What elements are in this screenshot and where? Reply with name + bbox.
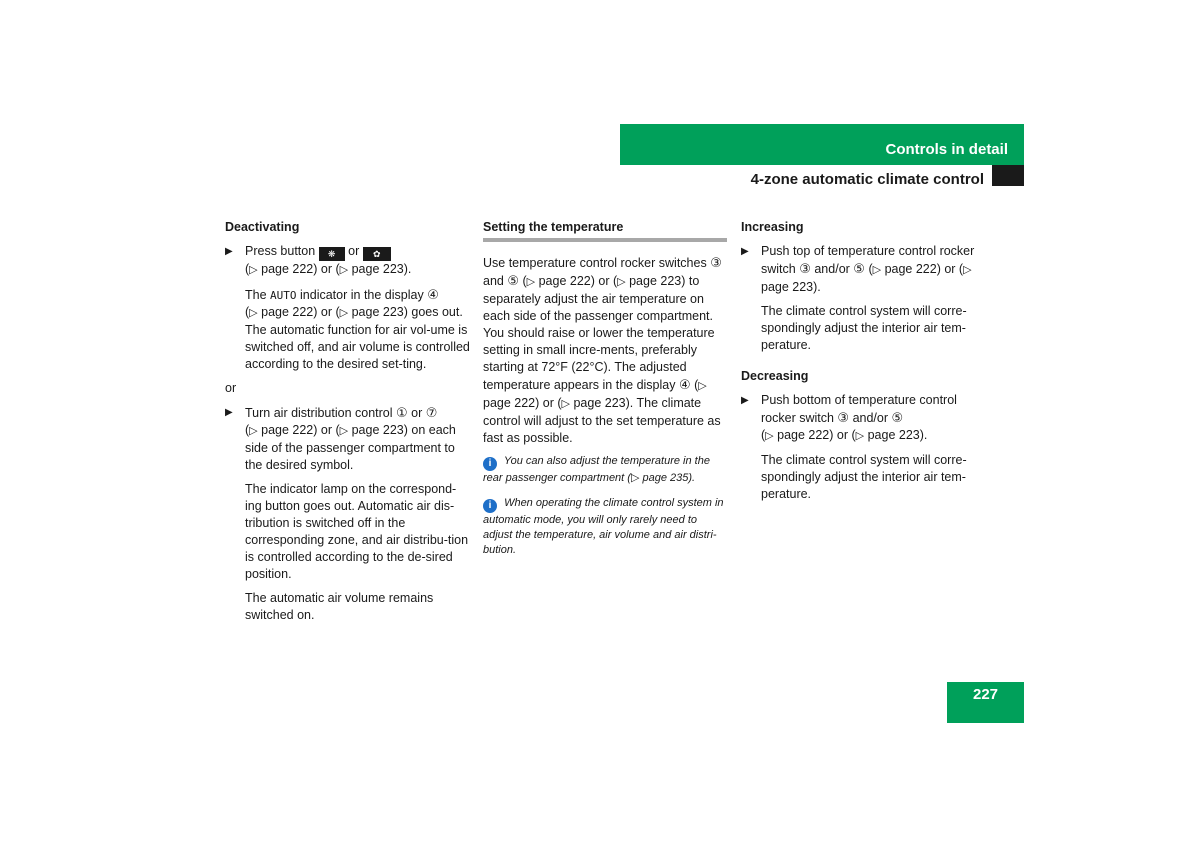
ref-arrow-icon: ▷ [249, 425, 258, 437]
ref-arrow-icon: ▷ [963, 264, 972, 276]
bullet-arrow-icon: ▶ [225, 407, 233, 418]
note-automatic-mode: i When operating the climate control system in automatic mode, you will only rarely need to adjust the temperature, air volume and air distri-bution. [483, 497, 724, 556]
bullet-arrow-icon: ▶ [741, 395, 749, 406]
heading-deactivating: Deactivating [225, 220, 300, 234]
callout-4: ④ [427, 287, 439, 302]
callout-4: ④ [678, 377, 691, 392]
callout-7: ⑦ [425, 405, 438, 420]
column-deactivating [225, 219, 470, 631]
ref-arrow-icon: ▷ [249, 307, 258, 319]
fan-small-icon: ❋ [319, 247, 345, 261]
callout-5: ⑤ [853, 261, 865, 276]
callout-5: ⑤ [891, 410, 904, 425]
section-title: 4-zone automatic climate control [750, 171, 984, 188]
bullet-arrow-icon: ▶ [741, 246, 749, 257]
ref-arrow-icon: ▷ [339, 425, 349, 437]
callout-3: ③ [710, 255, 722, 270]
paragraph-auto-off: The AUTO indicator in the display ④ (▷ page 222) or (▷ page 223) goes out. The automatic function for air vol-ume is switched off, and air volume is controlled according to the desired set-ting. [245, 287, 470, 371]
callout-3: ③ [799, 261, 811, 276]
column-increase-decrease [741, 219, 986, 510]
paragraph-indicator-lamp: The indicator lamp on the correspond-ing button goes out. Automatic air dis-tribution is switched off in the corresponding zone, and air distribu-tion is controlled according to the de-sired position. [245, 482, 469, 581]
ref-arrow-icon: ▷ [872, 264, 882, 276]
chapter-title: Controls in detail [885, 141, 1008, 158]
ref-arrow-icon: ▷ [855, 430, 865, 442]
ref-arrow-icon: ▷ [617, 276, 626, 288]
paragraph-increase-result: The climate control system will corre-spondingly adjust the interior air tem-perature. [761, 304, 967, 352]
callout-3: ③ [837, 410, 850, 425]
heading-setting-temperature: Setting the temperature [483, 219, 727, 242]
bullet-arrow-icon: ▶ [225, 246, 233, 257]
ref-arrow-icon: ▷ [561, 398, 570, 410]
page-number: 227 [972, 686, 999, 703]
column-setting-temperature [483, 219, 727, 568]
note-rear-compartment: i You can also adjust the temperature in the rear passenger compartment (▷ page 235). [483, 455, 710, 484]
heading-decreasing: Decreasing [741, 369, 809, 383]
fan-large-icon: ✿ [363, 247, 391, 261]
ref-arrow-icon: ▷ [249, 264, 258, 276]
paragraph-air-volume: The automatic air volume remains switched on. [245, 591, 434, 622]
heading-increasing: Increasing [741, 220, 804, 234]
info-icon: i [483, 499, 497, 513]
ref-arrow-icon: ▷ [698, 380, 707, 392]
paragraph-temperature: Use temperature control rocker switches ③ and ⑤ (▷ page 222) or (▷ page 223) to separately adjust the air temperature on each side of the passenger compartment. You should raise or lower the temperature setting in small incre-ments, preferably starting at 72°F (22°C). The adjusted temperature appears in the display ④ (▷ page 222) or (▷ page 223). The climate control will adjust to the set temperature as fast as possible. [483, 255, 722, 445]
step-press-button: ▶ Press button ❋ or ✿ (▷ page 222) or (▷ page 223). [225, 244, 412, 276]
ref-arrow-icon: ▷ [339, 264, 349, 276]
section-marker [992, 165, 1024, 186]
page-number-box [947, 682, 1024, 723]
callout-1: ① [396, 405, 408, 420]
step-push-bottom: ▶ Push bottom of temperature control rocker switch ③ and/or ⑤ (▷ page 222) or (▷ page 223). [741, 393, 957, 442]
ref-arrow-icon: ▷ [526, 276, 536, 288]
step-push-top: ▶ Push top of temperature control rocker switch ③ and/or ⑤ (▷ page 222) or (▷ page 223). [741, 244, 975, 294]
ref-arrow-icon: ▷ [630, 472, 640, 484]
auto-indicator: AUTO [270, 289, 297, 302]
paragraph-decrease-result: The climate control system will corre-spondingly adjust the interior air tem-perature. [761, 453, 967, 501]
header-band [620, 124, 1024, 165]
callout-5: ⑤ [507, 273, 519, 288]
ref-arrow-icon: ▷ [339, 307, 349, 319]
or-separator: or [225, 381, 237, 395]
step-turn-distribution: ▶ Turn air distribution control ① or ⑦ (▷ page 222) or (▷ page 223) on each side of the passenger compartment to the desired symbol. [225, 405, 456, 472]
ref-arrow-icon: ▷ [765, 430, 774, 442]
info-icon: i [483, 457, 497, 471]
